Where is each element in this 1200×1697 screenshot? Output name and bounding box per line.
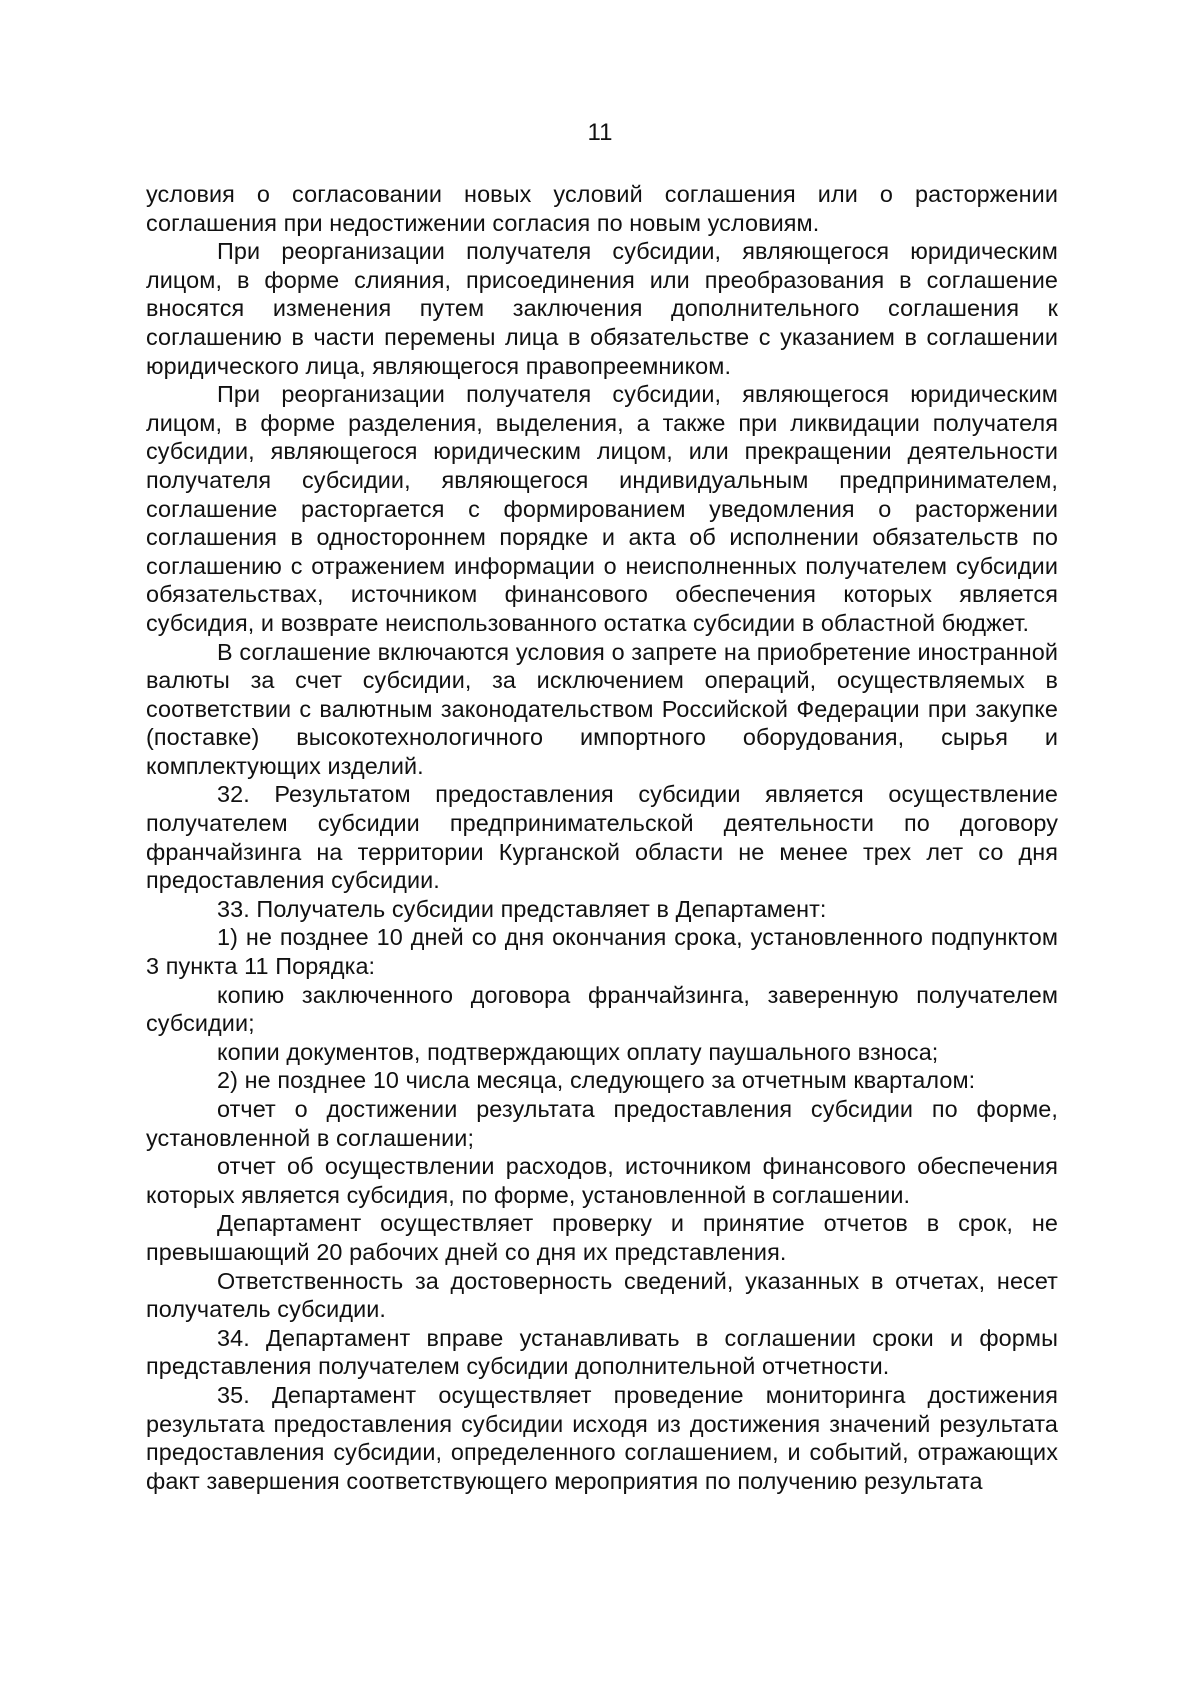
paragraph-reorganization-merger: При реорганизации получателя субсидии, являющегося юридическим лицом, в форме слияния, присоединения или преобразования в соглашение вносятся изменения путем заключения дополнительного соглашения к соглашению в части перемены лица в обязательстве с указанием в соглашении юридического лица, являющегося правопреемником. [146,238,1058,379]
page-number: 11 [587,119,613,146]
paragraph-item-32: 32. Результатом предоставления субсидии является осуществление получателем субсидии предпринимательской деятельности по договору франчайзинга на территории Курганской области не менее трех лет со дня предоставления субсидии. [146,781,1058,894]
paragraph-item-35: 35. Департамент осуществляет проведение мониторинга достижения результата предоставления субсидии исходя из достижения значений результата предоставления субсидии, определенного соглашением, и событий, отражающих факт завершения соответствующего мероприятия по получению результата [146,1381,1058,1494]
paragraph-continuation: условия о согласовании новых условий соглашения или о расторжении соглашения при недостижении согласия по новым условиям. [146,181,1058,236]
paragraph-report-check: Департамент осуществляет проверку и принятие отчетов в срок, не превышающий 20 рабочих дней со дня их представления. [146,1210,1058,1265]
paragraph-item-34: 34. Департамент вправе устанавливать в соглашении сроки и формы представления получателем субсидии дополнительной отчетности. [146,1324,1058,1380]
paragraph-item-33-sub-2: 2) не позднее 10 числа месяца, следующего за отчетным кварталом: [217,1067,976,1094]
paragraph-result-report: отчет о достижении результата предоставления субсидии по форме, установленной в соглашении; [146,1096,1058,1151]
paragraph-responsibility: Ответственность за достоверность сведений, указанных в отчетах, несет получатель субсидии. [146,1267,1058,1323]
paragraph-item-33-sub-1: 1) не позднее 10 дней со дня окончания срока, установленного подпунктом 3 пункта 11 Порядка: [146,924,1058,980]
paragraph-expense-report: отчет об осуществлении расходов, источником финансового обеспечения которых является субсидия, по форме, установленной в соглашении. [146,1153,1058,1208]
document-body [146,180,1058,1495]
paragraph-item-33: 33. Получатель субсидии представляет в Департамент: [217,895,827,922]
paragraph-currency-prohibition: В соглашение включаются условия о запрете на приобретение иностранной валюты за счет субсидии, за исключением операций, осуществляемых в соответствии с валютным законодательством Российской Федерации при закупке (поставке) высокотехнологичного импортного оборудования, сырья и комплектующих изделий. [146,638,1058,779]
paragraph-payment-copies: копии документов, подтверждающих оплату паушального взноса; [217,1038,939,1065]
paragraph-franchise-copy: копию заключенного договора франчайзинга, заверенную получателем субсидии; [146,981,1058,1037]
paragraph-reorganization-division: При реорганизации получателя субсидии, являющегося юридическим лицом, в форме разделения, выделения, а также при ликвидации получателя субсидии, являющегося юридическим лицом, или прекращении деятельности получателя субсидии, являющегося индивидуальным предпринимателем, соглашение расторгается с формированием уведомления о расторжении соглашения в одностороннем порядке и акта об исполнении обязательств по соглашению с отражением информации о неисполненных получателем субсидии обязательствах, источником финансового обеспечения которых является субсидия, и возврате неиспользованного остатка субсидии в областной бюджет. [146,381,1058,636]
